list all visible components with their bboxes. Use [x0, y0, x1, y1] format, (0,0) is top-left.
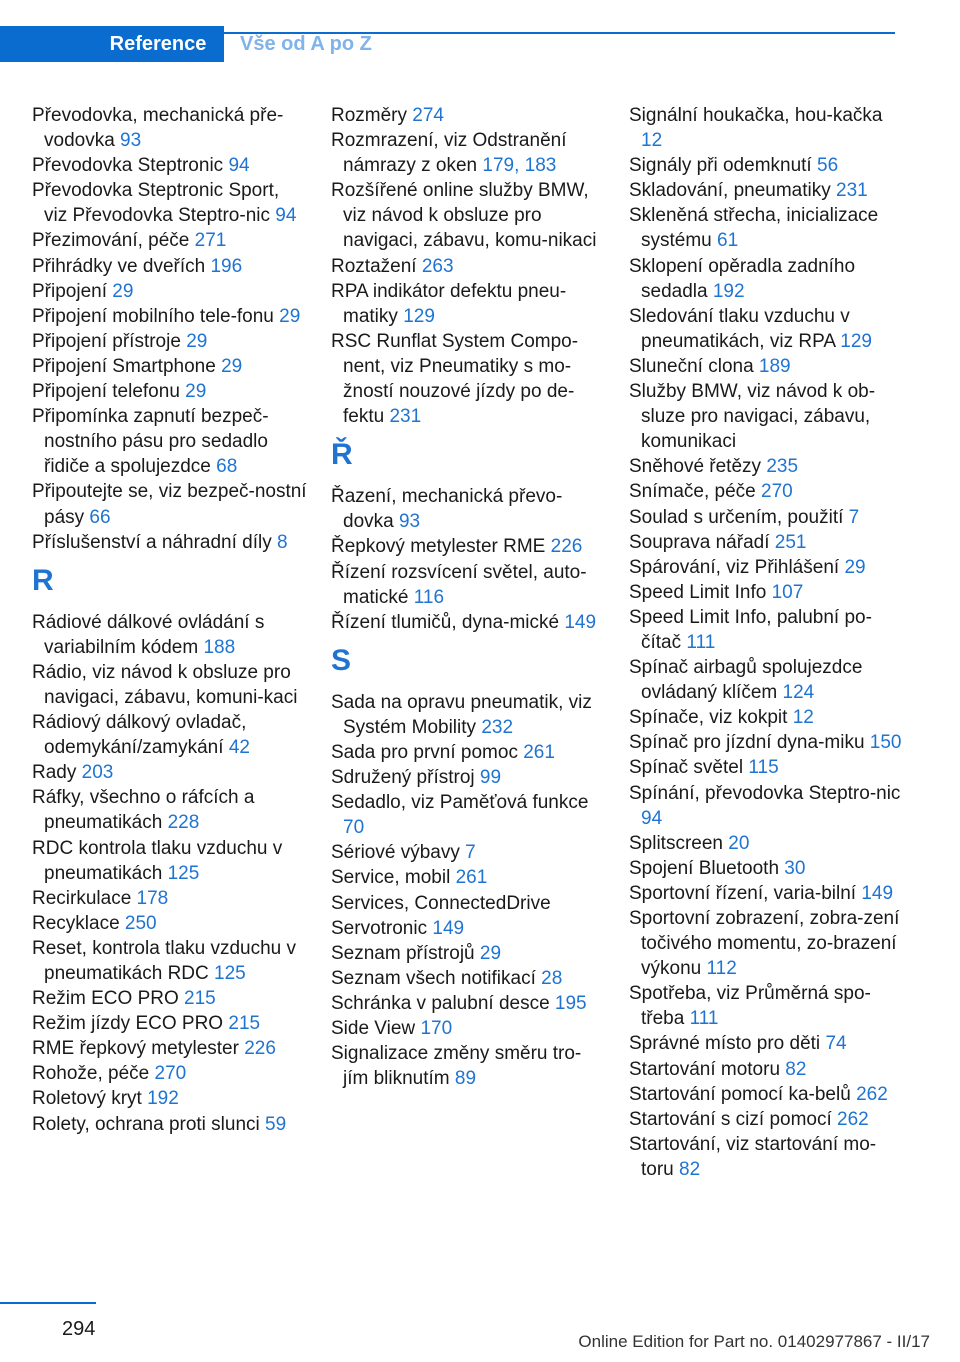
index-entry-term: Režim ECO PRO: [32, 988, 185, 1010]
index-entry: [32, 228, 307, 253]
index-page-link[interactable]: 231: [389, 406, 422, 428]
index-entry: [331, 1016, 606, 1041]
index-entry: [32, 329, 307, 354]
index-entry-term: Připomínka zapnutí bezpeč-nostního pásu pro sedadlo řidiče a spolujezdce: [32, 406, 269, 478]
index-entry-term: Připoutejte se, viz bezpeč-nostní pásy: [32, 481, 307, 528]
index-entry: [32, 153, 307, 178]
index-entry: [32, 103, 307, 153]
index-entry-term: Sada pro první pomoc: [331, 741, 524, 763]
index-page-link[interactable]: 112: [706, 958, 737, 980]
index-entry: [32, 1011, 307, 1036]
index-page-link[interactable]: 89: [454, 1068, 477, 1090]
index-entry-term: Příslušenství a náhradní díly: [32, 531, 278, 553]
index-page-link[interactable]: 195: [554, 992, 587, 1014]
index-entry-term: Rádiové dálkové ovládání s variabilním kódem: [32, 611, 265, 658]
footer-rule: [0, 1302, 96, 1304]
index-entry: [32, 530, 307, 555]
index-entry-term: Sportovní řízení, varia-bilní: [629, 882, 862, 904]
index-entry: [629, 304, 904, 354]
index-entry: [629, 1057, 904, 1082]
index-page-link[interactable]: 7: [848, 506, 860, 528]
index-entry: [32, 354, 307, 379]
index-letter-heading: R: [32, 563, 54, 597]
index-entry: [331, 690, 606, 740]
index-entry-term: Spínač pro jízdní dyna-miku: [629, 732, 870, 754]
index-page-link[interactable]: 262: [837, 1108, 869, 1130]
index-entry-term: Sluneční clona: [629, 355, 759, 377]
index-entry-term: Spínání, převodovka Steptro-nic: [629, 782, 901, 804]
index-entry-term: Startování motoru: [629, 1058, 786, 1080]
index-entry-term: Rozmrazení, viz Odstranění námrazy z oken: [331, 130, 567, 177]
tab-a-to-z[interactable]: Vše od A po Z: [240, 33, 372, 55]
index-page-link[interactable]: 215: [228, 1013, 261, 1035]
index-page-link[interactable]: 231: [836, 180, 868, 202]
index-page-link[interactable]: 149: [432, 917, 465, 939]
index-entry-term: Rádiový dálkový ovladač, odemykání/zamykání: [32, 712, 247, 759]
index-entry: [331, 534, 606, 559]
index-entry: [331, 966, 606, 991]
index-entry-term: Sněhové řetězy: [629, 456, 767, 478]
index-entry-term: Sdružený přístroj: [331, 767, 480, 789]
index-entry-term: Připojení Smartphone: [32, 355, 222, 377]
index-entry-term: Services, ConnectedDrive: [331, 892, 551, 914]
index-entry: [629, 203, 904, 253]
index-entry: [32, 785, 307, 835]
index-entry-term: Schránka v palubní desce: [331, 992, 555, 1014]
index-page-link[interactable]: 59: [265, 1113, 287, 1135]
index-page-link[interactable]: 29: [279, 305, 301, 327]
index-entry: [32, 911, 307, 936]
index-entry: [32, 379, 307, 404]
index-page-link[interactable]: 125: [167, 862, 200, 884]
index-entry: [32, 1061, 307, 1086]
index-entry-term: Seznam přístrojů: [331, 942, 480, 964]
index-entry: [32, 304, 307, 329]
index-entry: [32, 1112, 307, 1137]
index-column-1: [32, 103, 307, 1137]
index-entry: [629, 454, 904, 479]
index-entry: [32, 1036, 307, 1061]
index-page-link[interactable]: 189: [758, 355, 791, 377]
index-page-link[interactable]: 94: [275, 205, 297, 227]
index-entry: [32, 886, 307, 911]
index-entry: [32, 936, 307, 986]
index-page-link[interactable]: 94: [228, 155, 250, 177]
index-entry: [331, 329, 606, 429]
index-page-link[interactable]: 188: [203, 636, 236, 658]
index-entry: [629, 1107, 904, 1132]
index-page-link[interactable]: 56: [817, 155, 839, 177]
index-entry: [629, 730, 904, 755]
index-entry: [32, 986, 307, 1011]
index-entry: [629, 505, 904, 530]
index-entry-term: Skleněná střecha, inicializace systému: [629, 205, 879, 252]
index-entry: [331, 765, 606, 790]
index-page-link[interactable]: 42: [228, 737, 250, 759]
index-entry-term: Přihrádky ve dveřích: [32, 255, 211, 277]
index-page-link[interactable]: 93: [120, 130, 142, 152]
index-entry-term: Spojení Bluetooth: [629, 857, 785, 879]
index-entry: [32, 760, 307, 785]
index-entry-term: Signální houkačka, hou-kačka: [629, 105, 883, 126]
index-entry: [629, 178, 904, 203]
index-page-link[interactable]: 251: [774, 531, 807, 553]
index-page-link[interactable]: 82: [785, 1058, 807, 1080]
index-entry: [331, 891, 606, 916]
index-page-link[interactable]: 8: [277, 531, 288, 553]
index-entry: [331, 941, 606, 966]
index-entry-term: Souprava nářadí: [629, 531, 775, 553]
index-entry-term: Spínač světel: [629, 757, 749, 779]
index-entry-term: Připojení mobilního tele-fonu: [32, 305, 280, 327]
index-page-link[interactable]: 274: [412, 105, 444, 126]
index-entry-term: Spárování, viz Přihlášení: [629, 556, 845, 578]
index-page-link[interactable]: 99: [479, 767, 502, 789]
index-entry: [629, 655, 904, 705]
index-entry: [629, 906, 904, 981]
index-entry-term: Startování pomocí ka-belů: [629, 1083, 857, 1105]
index-entry-term: Rolety, ochrana proti slunci: [32, 1113, 266, 1135]
index-entry: [331, 103, 606, 128]
index-entry-term: Seznam všech notifikací: [331, 967, 542, 989]
index-entry: [331, 178, 606, 253]
index-page-link[interactable]: 29: [112, 280, 134, 302]
index-page-link[interactable]: 107: [771, 581, 804, 603]
index-page-link[interactable]: 93: [398, 511, 421, 533]
index-page-link[interactable]: 74: [825, 1033, 847, 1055]
index-entry-term: Startování, viz startování mo-toru: [629, 1133, 877, 1180]
index-page-link[interactable]: 178: [136, 887, 169, 909]
index-entry-term: Splitscreen: [629, 832, 729, 854]
index-entry: [629, 254, 904, 304]
index-page-link[interactable]: 29: [479, 942, 502, 964]
index-page-link[interactable]: 226: [244, 1038, 276, 1060]
tab-reference[interactable]: Reference: [0, 26, 224, 62]
index-page-link[interactable]: 170: [420, 1018, 453, 1039]
index-entry-term: Řepkový metylester RME: [331, 536, 551, 558]
index-entry: [32, 660, 307, 710]
index-entry-term: Servotronic: [331, 917, 433, 939]
index-entry-term: Spínače, viz kokpit: [629, 707, 793, 729]
page-number: 294: [62, 1318, 96, 1340]
index-page-link[interactable]: 70: [343, 817, 365, 839]
index-entry: [331, 610, 606, 635]
index-entry: [32, 1086, 307, 1111]
index-entry-term: Sada na opravu pneumatik, viz Systém Mobility: [331, 691, 592, 738]
index-page-link[interactable]: 29: [186, 330, 208, 352]
index-entry-term: Sledování tlaku vzduchu v pneumatikách, viz RPA: [629, 305, 850, 352]
index-entry: [629, 530, 904, 555]
index-letter-heading: Ř: [331, 438, 353, 472]
index-entry-term: Převodovka Steptronic: [32, 155, 229, 177]
index-entry-term: Služby BMW, viz návod k ob-sluze pro navigaci, zábavu, komunikaci: [629, 381, 876, 453]
index-entry-term: Service, mobil: [331, 867, 456, 889]
index-entry-term: Přezimování, péče: [32, 230, 195, 252]
index-entry: [629, 605, 904, 655]
index-entry: [629, 755, 904, 780]
index-entry-term: Startování s cizí pomocí: [629, 1108, 838, 1130]
index-page-link[interactable]: 20: [728, 832, 750, 854]
index-entry-term: Rady: [32, 762, 82, 784]
index-page-link[interactable]: 12: [792, 707, 814, 729]
index-page-link[interactable]: 29: [221, 355, 243, 377]
index-entry: [32, 178, 307, 228]
index-entry-term: Převodovka Steptronic Sport, viz Převodovka Steptro-nic: [32, 180, 280, 227]
index-page-link[interactable]: 150: [869, 732, 902, 754]
index-entry-term: Reset, kontrola tlaku vzduchu v pneumatikách RDC: [32, 937, 297, 984]
index-letter-heading: S: [331, 643, 352, 677]
index-entry-term: Signály při odemknutí: [629, 155, 817, 177]
index-entry: [331, 279, 606, 329]
index-entry-term: Převodovka, mechanická pře-vodovka: [32, 105, 284, 152]
index-entry: [629, 555, 904, 580]
index-entry: [331, 991, 606, 1016]
index-entry: [32, 610, 307, 660]
index-page-link[interactable]: 235: [766, 456, 799, 478]
index-entry-term: Spínač airbagů spolujezdce ovládaný klíčem: [629, 657, 863, 704]
index-page-link[interactable]: 232: [481, 716, 514, 738]
index-entry: [331, 916, 606, 941]
index-page-link[interactable]: 149: [564, 611, 597, 633]
index-entry-term: Rozměry: [331, 105, 413, 126]
index-entry: [629, 1031, 904, 1056]
index-page-link[interactable]: 179, 183: [482, 155, 557, 177]
index-entry: [629, 1082, 904, 1107]
index-page-link[interactable]: 192: [712, 280, 745, 302]
index-page-link[interactable]: 115: [748, 757, 779, 779]
index-page-link[interactable]: 111: [689, 1008, 719, 1030]
index-page-link[interactable]: 250: [124, 912, 157, 934]
index-entry: [32, 710, 307, 760]
index-page-link[interactable]: 68: [216, 456, 238, 478]
index-page-link[interactable]: 29: [185, 381, 207, 403]
index-column-2: [331, 103, 606, 1091]
index-page-link[interactable]: 192: [147, 1088, 179, 1110]
index-page-link[interactable]: 66: [89, 506, 111, 528]
index-page-link[interactable]: 196: [210, 255, 243, 277]
index-page-link[interactable]: 226: [550, 536, 583, 558]
index-entry-term: Řazení, mechanická převo-dovka: [331, 486, 563, 533]
index-entry-term: Ráfky, všechno o ráfcích a pneumatikách: [32, 787, 255, 834]
index-entry-term: Snímače, péče: [629, 481, 762, 503]
index-entry: [331, 484, 606, 534]
index-entry-term: Řízení tlumičů, dyna-mické: [331, 611, 565, 633]
index-page-link[interactable]: 116: [413, 586, 445, 608]
index-entry: [629, 479, 904, 504]
index-page-link[interactable]: 261: [455, 867, 488, 889]
index-entry: [331, 560, 606, 610]
index-entry-term: Režim jízdy ECO PRO: [32, 1013, 229, 1035]
index-entry: [629, 379, 904, 454]
index-entry-term: Rohože, péče: [32, 1063, 155, 1085]
index-entry: [629, 781, 904, 831]
index-entry-term: Speed Limit Info, palubní po-čítač: [629, 606, 872, 653]
index-page-link[interactable]: 28: [541, 967, 563, 989]
index-page-link[interactable]: 30: [784, 857, 806, 879]
index-entry-term: Spotřeba, viz Průměrná spo-třeba: [629, 983, 871, 1030]
index-entry-term: Roztažení: [331, 255, 422, 277]
index-page-link[interactable]: 129: [403, 305, 435, 327]
index-entry: [629, 1132, 904, 1182]
footer-edition: Online Edition for Part no. 01402977867 - II/17: [578, 1332, 930, 1351]
index-entry: [32, 254, 307, 279]
index-entry-term: RDC kontrola tlaku vzduchu v pneumatikách: [32, 837, 283, 884]
index-entry-term: Připojení: [32, 280, 113, 302]
index-entry-term: RSC Runflat System Compo-nent, viz Pneumatiky s mo-žností nouzové jízdy po de-fektu: [331, 330, 579, 428]
index-page-link[interactable]: 262: [856, 1083, 888, 1105]
index-page-link[interactable]: 111: [686, 631, 716, 653]
index-page-link[interactable]: 228: [167, 812, 200, 834]
index-entry: [32, 836, 307, 886]
index-entry: [32, 279, 307, 304]
index-entry: [629, 705, 904, 730]
index-entry: [331, 865, 606, 890]
index-page-link[interactable]: 94: [641, 807, 663, 829]
index-entry: [331, 840, 606, 865]
index-entry-term: Speed Limit Info: [629, 581, 772, 603]
index-page-link[interactable]: 263: [421, 255, 454, 277]
index-page-link[interactable]: 215: [184, 988, 216, 1010]
index-entry-term: Sportovní zobrazení, zobra-zení točivého momentu, zo-brazení výkonu: [629, 908, 900, 980]
index-page-link[interactable]: 270: [154, 1063, 187, 1085]
index-entry-term: RPA indikátor defektu pneu-matiky: [331, 280, 567, 327]
index-page-link[interactable]: 203: [81, 762, 114, 784]
index-entry-term: Skladování, pneumatiky: [629, 180, 837, 202]
index-entry-term: Roletový kryt: [32, 1088, 148, 1110]
index-entry: [32, 479, 307, 529]
index-entry-term: Správné místo pro děti: [629, 1033, 826, 1055]
index-entry-term: Sériové výbavy: [331, 842, 466, 864]
index-page-link[interactable]: 124: [782, 682, 815, 704]
index-entry-term: Rádio, viz návod k obsluze pro navigaci, zábavu, komuni-kaci: [32, 661, 298, 708]
index-page-link[interactable]: 149: [861, 882, 894, 904]
index-entry: [629, 580, 904, 605]
index-entry: [331, 128, 606, 178]
index-page-link[interactable]: 61: [717, 230, 739, 252]
index-entry: [629, 981, 904, 1031]
index-page-link[interactable]: 271: [194, 230, 227, 252]
index-entry-term: Soulad s určením, použití: [629, 506, 849, 528]
index-column-3: [629, 103, 904, 1182]
index-page-link[interactable]: 7: [465, 842, 476, 864]
index-entry: [629, 153, 904, 178]
index-entry: [331, 254, 606, 279]
index-page-link[interactable]: 129: [840, 330, 872, 352]
index-entry: [629, 856, 904, 881]
index-entry-term: Sklopení opěradla zadního sedadla: [629, 255, 856, 302]
index-entry-term: Připojení přístroje: [32, 330, 187, 352]
index-entry-term: Rozšířené online služby BMW, viz návod k obsluze pro navigaci, zábavu, komu-nikaci: [331, 180, 597, 252]
index-page-link[interactable]: 82: [679, 1158, 701, 1180]
index-page-link[interactable]: 125: [214, 963, 246, 984]
index-entry: [331, 740, 606, 765]
index-entry: [629, 103, 904, 153]
index-entry: [629, 354, 904, 379]
index-entry: [629, 831, 904, 856]
index-entry-term: Řízení rozsvícení světel, auto-matické: [331, 561, 587, 608]
index-page-link[interactable]: 12: [641, 130, 663, 152]
index-entry: [32, 404, 307, 479]
index-page-link[interactable]: 29: [844, 556, 866, 578]
index-entry-term: Připojení telefonu: [32, 381, 186, 403]
index-entry-term: Sedadlo, viz Paměťová funkce: [331, 792, 589, 814]
index-entry-term: Signalizace změny směru tro-jím bliknutím: [331, 1043, 582, 1090]
index-entry: [331, 790, 606, 840]
index-entry: [331, 1041, 606, 1091]
index-entry: [629, 881, 904, 906]
index-page-link[interactable]: 270: [761, 481, 793, 503]
index-entry-term: Side View: [331, 1018, 421, 1039]
index-entry-term: RME řepkový metylester: [32, 1038, 245, 1060]
index-entry-term: Recirkulace: [32, 887, 137, 909]
index-entry-term: Recyklace: [32, 912, 125, 934]
index-page-link[interactable]: 261: [523, 741, 555, 763]
